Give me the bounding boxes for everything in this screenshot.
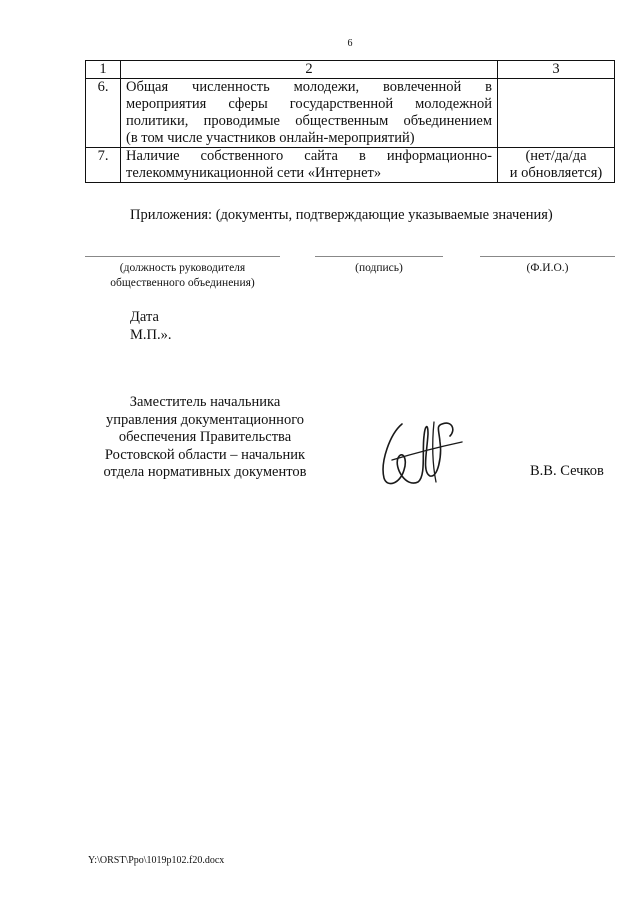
row-description [121, 79, 498, 148]
row-value [498, 79, 615, 148]
row-value-line-2: и обновляется) [509, 165, 603, 181]
signature-line [315, 256, 443, 257]
signatory-title-line: управления документационного [105, 411, 305, 428]
row-description [121, 148, 498, 183]
table-row [86, 148, 615, 183]
row-description-text: Наличие собственного сайта в информационно- [126, 148, 492, 164]
annex-note: Приложения: (документы, подтверждающие указываемые значения) [130, 207, 553, 223]
row-value [498, 148, 615, 183]
row-description-last: телекоммуникационной сети «Интернет» [126, 165, 382, 181]
date-block [130, 308, 172, 344]
name-caption: (Ф.И.О.) [526, 262, 569, 274]
header-col-3: 3 [498, 61, 615, 79]
signatory-title-line: обеспечения Правительства [118, 429, 292, 445]
row-description-last: (в том числе участников онлайн-мероприятий) [126, 130, 415, 146]
indicator-table [85, 60, 615, 183]
row-description-text: Общая численность молодежи, вовлеченной в мероприятия сферы государственной молодежной политики, проводимые общественным объединением [126, 79, 492, 129]
header-col-2: 2 [121, 61, 498, 79]
signatory-title-line: Заместитель начальника [129, 394, 281, 410]
page-number: 6 [347, 38, 353, 49]
file-path: Y:\ORST\Ppo\1019p102.f20.docx [88, 855, 225, 866]
header-col-1: 1 [86, 61, 121, 79]
table-header-row [86, 61, 615, 79]
position-caption-line-1: (должность руководителя [119, 262, 246, 274]
signatory-title-line: Ростовской области – начальник [104, 446, 306, 463]
row-number: 7. [86, 148, 121, 183]
signature-caption: (подпись) [355, 262, 403, 274]
position-caption-line-2: общественного объединения) [110, 277, 255, 289]
table-row [86, 79, 615, 148]
position-caption [85, 261, 280, 291]
signatory-title [85, 394, 325, 482]
row-value-line-1: (нет/да/да [525, 148, 587, 164]
position-line [85, 256, 280, 257]
handwritten-signature [372, 412, 472, 492]
date-label: Дата [130, 309, 159, 325]
name-line [480, 256, 615, 257]
stamp-label: М.П.». [130, 327, 172, 343]
signatory-name: В.В. Сечков [530, 463, 604, 479]
signatory-title-line: отдела нормативных документов [103, 464, 307, 480]
row-number: 6. [86, 79, 121, 148]
